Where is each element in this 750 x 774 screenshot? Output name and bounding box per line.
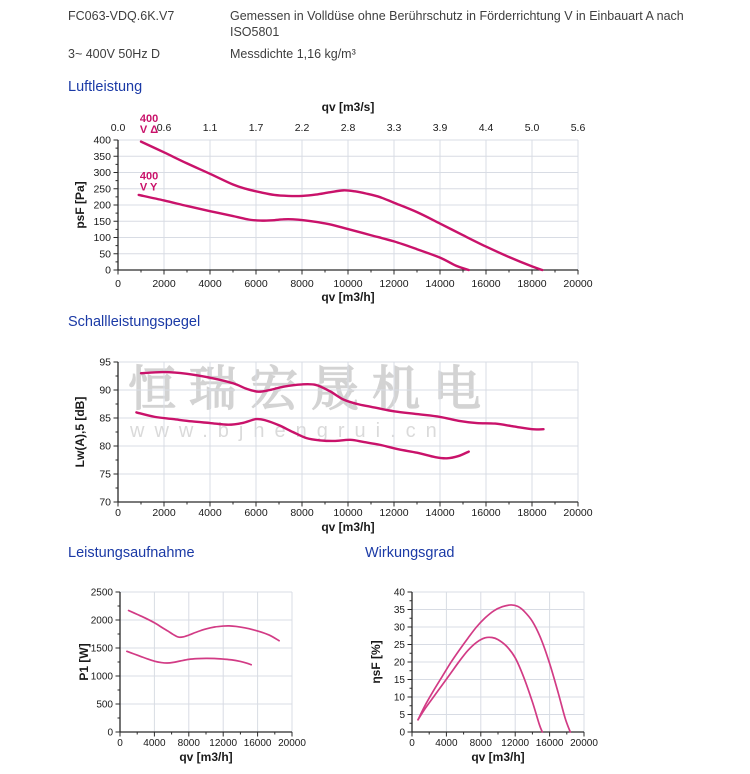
x-tick-label: 10000	[333, 278, 363, 290]
x-tick-label: 8000	[469, 738, 492, 749]
y-tick-label: 400	[93, 134, 111, 147]
x-top-tick-label: 4.4	[478, 122, 494, 134]
x-axis-title: qv [m3/h]	[179, 750, 233, 764]
x-tick-label: 0	[115, 507, 121, 519]
curve-400-v-δ	[418, 605, 570, 732]
curve-400-v-δ	[141, 142, 542, 270]
x-top-tick-label: 0.6	[156, 122, 172, 134]
y-tick-label: 80	[99, 440, 111, 453]
density-spec: Messdichte 1,16 kg/m³	[230, 47, 356, 61]
y-tick-label: 15	[393, 675, 405, 686]
x-tick-label: 12000	[379, 507, 409, 519]
x-tick-label: 6000	[244, 507, 268, 519]
section-title-leistungsaufnahme: Leistungsaufnahme	[68, 545, 195, 561]
y-tick-label: 300	[93, 167, 111, 179]
x-tick-label: 4000	[435, 738, 458, 749]
x-tick-label: 8000	[290, 278, 314, 290]
section-title-luftleistung: Luftleistung	[68, 79, 143, 95]
y-tick-label: 100	[93, 232, 111, 244]
x-top-tick-label: 3.3	[386, 122, 402, 134]
y-tick-label: 0	[105, 264, 111, 277]
watermark-url: www.bjhengrui.cn	[130, 420, 447, 442]
x-tick-label: 4000	[143, 738, 166, 749]
x-top-tick-label: 5.6	[570, 122, 586, 134]
luftleistung-chart	[60, 96, 645, 306]
curve-annotation: V Δ	[139, 124, 159, 137]
y-tick-label: 25	[393, 640, 405, 651]
x-tick-label: 20000	[278, 738, 306, 749]
curve-annotation: 400	[139, 170, 159, 183]
y-axis-title: P1 [W]	[77, 643, 91, 681]
x-tick-label: 8000	[177, 738, 200, 749]
voltage-spec: 3~ 400V 50Hz D	[68, 47, 161, 61]
x-tick-label: 20000	[570, 738, 598, 749]
y-tick-label: 75	[99, 468, 111, 481]
curve-400-v-y	[139, 195, 469, 270]
x-top-tick-label: 1.7	[248, 122, 264, 134]
measurement-description-line1: Gemessen in Volldüse ohne Berührschutz in Förderrichtung V in Einbauart A nach	[230, 9, 684, 23]
wirkungsgrad-chart	[364, 583, 619, 774]
y-tick-label: 200	[93, 199, 111, 212]
y-tick-label: 70	[99, 496, 111, 509]
schallleistungspegel-chart	[60, 348, 645, 538]
x-axis-title: qv [m3/h]	[321, 290, 375, 304]
y-tick-label: 5	[399, 710, 405, 721]
measurement-description-line2: ISO5801	[230, 25, 280, 39]
x-tick-label: 0	[117, 738, 123, 749]
x-top-tick-label: 1.1	[202, 122, 218, 134]
x-tick-label: 20000	[563, 278, 593, 290]
watermark-chinese-text: 恒瑞宏晟机电	[128, 363, 495, 416]
y-tick-label: 350	[93, 150, 111, 163]
x-tick-label: 4000	[198, 507, 222, 519]
leistungsaufnahme-chart	[72, 583, 327, 774]
y-tick-label: 10	[393, 692, 405, 704]
curve-annotation: V Y	[139, 181, 158, 194]
curve-annotation: 400	[139, 113, 159, 126]
x-tick-label: 16000	[471, 278, 501, 290]
y-tick-label: 250	[93, 183, 111, 196]
y-tick-label: 50	[99, 248, 111, 261]
x-top-tick-label: 2.8	[340, 122, 356, 134]
y-tick-label: 500	[96, 699, 113, 711]
x-tick-label: 18000	[517, 507, 547, 519]
y-tick-label: 0	[399, 727, 405, 739]
x-tick-label: 12000	[379, 278, 409, 290]
x-tick-label: 16000	[471, 507, 501, 519]
x-tick-label: 6000	[244, 278, 268, 290]
x-tick-label: 0	[409, 738, 415, 749]
curve-400-v-δ	[141, 372, 544, 429]
y-tick-label: 150	[93, 215, 111, 228]
y-axis-title: psF [Pa]	[73, 181, 87, 229]
x-tick-label: 16000	[243, 738, 272, 749]
y-axis-title: Lw(A),5 [dB]	[73, 396, 87, 468]
y-tick-label: 35	[393, 605, 405, 616]
section-title-wirkungsgrad: Wirkungsgrad	[365, 545, 455, 561]
y-tick-label: 95	[99, 356, 111, 369]
x-tick-label: 12000	[501, 738, 530, 749]
x-axis-title: qv [m3/h]	[471, 750, 525, 764]
x-top-tick-label: 2.2	[294, 122, 310, 134]
y-axis-title: ηsF [%]	[369, 640, 383, 684]
y-tick-label: 90	[99, 384, 111, 397]
x-top-axis-title: qv [m3/s]	[321, 100, 375, 114]
x-tick-label: 4000	[198, 278, 222, 290]
y-tick-label: 2000	[90, 615, 113, 627]
y-tick-label: 40	[393, 587, 405, 599]
x-tick-label: 10000	[333, 507, 363, 519]
x-tick-label: 16000	[535, 738, 564, 749]
y-tick-label: 85	[99, 412, 111, 425]
x-tick-label: 0	[115, 278, 121, 290]
x-tick-label: 14000	[425, 507, 455, 519]
x-tick-label: 2000	[152, 507, 176, 519]
x-top-tick-label: 3.9	[432, 122, 448, 134]
x-tick-label: 18000	[517, 278, 547, 290]
x-tick-label: 8000	[290, 507, 314, 519]
y-tick-label: 1000	[90, 671, 113, 683]
section-title-schallleistungspegel: Schallleistungspegel	[68, 314, 201, 330]
y-tick-label: 20	[393, 657, 405, 669]
x-tick-label: 12000	[209, 738, 238, 749]
y-tick-label: 2500	[90, 587, 113, 599]
x-tick-label: 14000	[425, 278, 455, 290]
curve-400-v-δ	[129, 610, 280, 640]
y-tick-label: 1500	[90, 643, 113, 655]
x-tick-label: 20000	[563, 507, 593, 519]
y-tick-label: 30	[393, 622, 405, 634]
curve-400-v-y	[136, 412, 468, 458]
x-axis-title: qv [m3/h]	[321, 520, 375, 534]
x-top-tick-label: 5.0	[524, 122, 540, 134]
model-number: FC063-VDQ.6K.V7	[68, 9, 175, 23]
y-tick-label: 0	[107, 727, 113, 739]
x-tick-label: 2000	[152, 278, 176, 290]
x-top-tick-label: 0.0	[110, 122, 126, 134]
